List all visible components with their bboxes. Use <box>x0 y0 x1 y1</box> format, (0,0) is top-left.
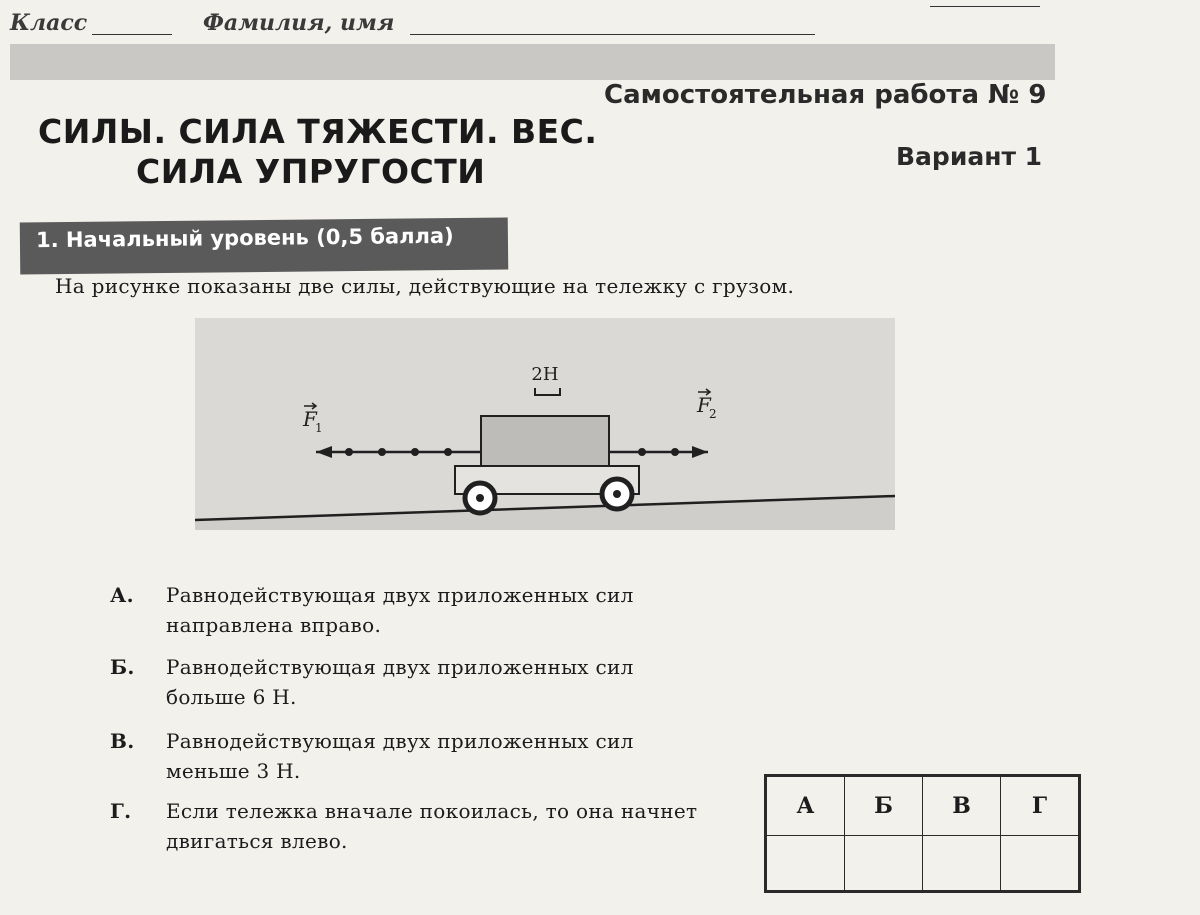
answer-header-b: Б <box>845 776 923 836</box>
cargo-box <box>481 416 609 466</box>
cart-force-figure <box>195 318 895 530</box>
name-label: Фамилия, имя <box>203 10 395 36</box>
student-header <box>0 0 1200 44</box>
answer-header-row <box>766 776 1080 836</box>
work-title: Самостоятельная работа № 9 <box>604 80 1047 110</box>
title-line-2: СИЛА УПРУГОСТИ <box>136 152 486 191</box>
option-text: Равнодействующая двух приложенных сил больше 6 Н. <box>166 655 634 709</box>
scale-dot <box>345 448 353 456</box>
svg-text:F: F <box>303 407 317 431</box>
page-title <box>38 112 598 192</box>
class-label: Класс <box>10 10 88 36</box>
svg-text:2: 2 <box>709 407 717 421</box>
scale-dot <box>671 448 679 456</box>
scale-dot <box>378 448 386 456</box>
answer-cell-v[interactable] <box>923 836 1001 892</box>
option-letter: Г. <box>110 799 132 823</box>
date-field[interactable] <box>930 6 1040 7</box>
answer-header-g: Г <box>1001 776 1080 836</box>
answer-cell-b[interactable] <box>845 836 923 892</box>
scale-label: 2Н <box>531 364 559 385</box>
answer-cell-a[interactable] <box>766 836 845 892</box>
option-letter: А. <box>110 583 134 607</box>
option-letter: В. <box>110 729 135 753</box>
answer-input-row <box>766 836 1080 892</box>
question-text: На рисунке показаны две силы, действующие на тележку с грузом. <box>55 274 795 298</box>
class-field[interactable] <box>92 34 172 35</box>
header-band <box>10 44 1055 80</box>
answer-table <box>764 774 1081 893</box>
option-text: Если тележка вначале покоилась, то она начнет двигаться влево. <box>166 799 698 853</box>
option-text: Равнодействующая двух приложенных сил меньше 3 Н. <box>166 729 634 783</box>
answer-header-v: В <box>923 776 1001 836</box>
svg-text:F: F <box>697 393 711 417</box>
option-text: Равнодействующая двух приложенных сил направлена вправо. <box>166 583 634 637</box>
scale-dot <box>638 448 646 456</box>
option-letter: Б. <box>110 655 135 679</box>
answer-cell-g[interactable] <box>1001 836 1080 892</box>
variant-label: Вариант 1 <box>896 142 1043 171</box>
right-wheel <box>602 479 632 509</box>
title-line-1: СИЛЫ. СИЛА ТЯЖЕСТИ. ВЕС. <box>38 112 598 151</box>
scale-dot <box>411 448 419 456</box>
left-wheel <box>465 483 495 513</box>
level-heading: 1. Начальный уровень (0,5 балла) <box>35 223 454 253</box>
name-field[interactable] <box>410 34 815 35</box>
answer-header-a: А <box>766 776 845 836</box>
svg-text:1: 1 <box>315 421 323 435</box>
scale-dot <box>444 448 452 456</box>
